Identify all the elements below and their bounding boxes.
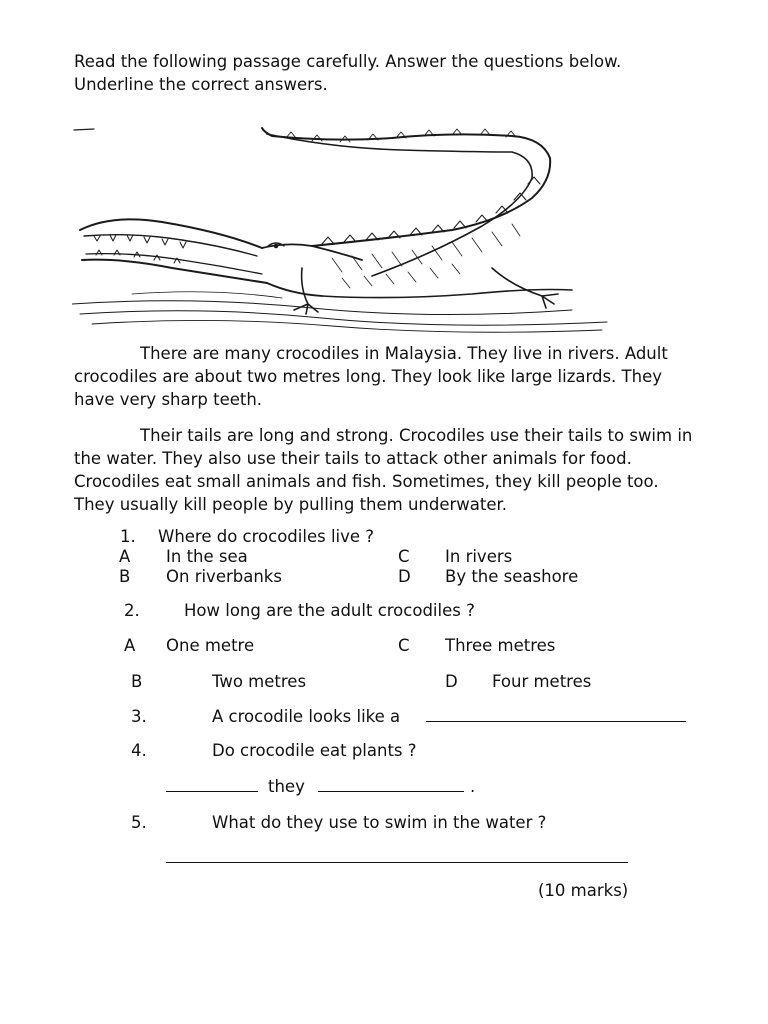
- passage-paragraph-1: There are many crocodiles in Malaysia. They live in rivers. Adult crocodiles are about two metres long. They look like large lizards. They have very sharp teeth.: [74, 344, 668, 409]
- question-4-answer-line-2[interactable]: [318, 775, 464, 798]
- q1-option-a-letter[interactable]: A: [119, 547, 131, 566]
- q2-option-b-text[interactable]: Two metres: [212, 672, 307, 691]
- q2-option-d-text[interactable]: Four metres: [492, 672, 592, 691]
- question-3-text: A crocodile looks like a: [212, 707, 401, 726]
- passage-paragraph-2: Their tails are long and strong. Crocodiles use their tails to swim in the water. They also use their tails to attack other animals for food. Crocodiles eat small animals and fish. Sometimes, they kill people too. They usually kill people by pulling them underwater.: [74, 426, 693, 514]
- q1-option-d-letter[interactable]: D: [398, 567, 411, 586]
- question-4-number: 4.: [131, 741, 147, 760]
- question-4-answer-word: they: [268, 777, 305, 796]
- q2-option-c-letter[interactable]: C: [398, 636, 410, 655]
- q1-option-c-letter[interactable]: C: [398, 547, 410, 566]
- instructions-text: Read the following passage carefully. Answer the questions below. Underline the correct answers.: [74, 52, 622, 94]
- q2-option-d-letter[interactable]: D: [445, 672, 458, 691]
- q2-option-b-letter[interactable]: B: [131, 672, 143, 691]
- q2-option-c-text[interactable]: Three metres: [445, 636, 556, 655]
- question-1-text: Where do crocodiles live ?: [158, 527, 375, 546]
- q1-option-b-letter[interactable]: B: [119, 567, 131, 586]
- question-3-answer-line[interactable]: [426, 705, 686, 728]
- question-5-answer-line[interactable]: [166, 846, 628, 869]
- question-2-text: How long are the adult crocodiles ?: [184, 601, 475, 620]
- total-marks: (10 marks): [538, 881, 629, 900]
- passage: [74, 342, 700, 516]
- question-4-period: .: [470, 777, 476, 796]
- q1-option-c-text[interactable]: In rivers: [445, 547, 513, 566]
- q2-option-a-text[interactable]: One metre: [166, 636, 255, 655]
- question-1-number: 1.: [120, 527, 136, 546]
- crocodile-icon: [72, 118, 612, 333]
- q2-option-a-letter[interactable]: A: [124, 636, 136, 655]
- q1-option-d-text[interactable]: By the seashore: [445, 567, 579, 586]
- q1-option-b-text[interactable]: On riverbanks: [166, 567, 282, 586]
- question-3-number: 3.: [131, 707, 147, 726]
- q1-option-a-text[interactable]: In the sea: [166, 547, 248, 566]
- question-4-answer-line-1[interactable]: [166, 775, 258, 798]
- question-4-text: Do crocodile eat plants ?: [212, 741, 417, 760]
- question-2-number: 2.: [124, 601, 140, 620]
- question-5-text: What do they use to swim in the water ?: [212, 813, 547, 832]
- instructions: [74, 50, 694, 96]
- question-5-number: 5.: [131, 813, 147, 832]
